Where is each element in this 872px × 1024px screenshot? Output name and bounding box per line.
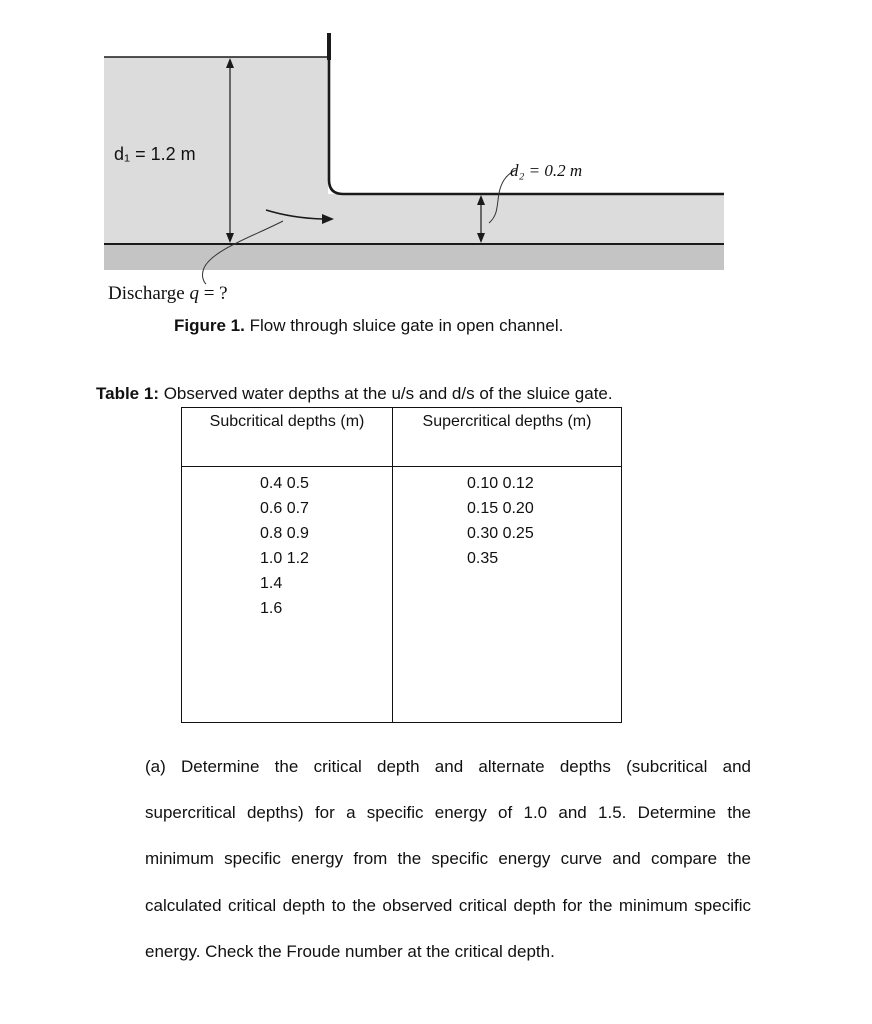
subcritical-value: 0.4 0.5 (260, 475, 309, 492)
question-a (145, 744, 751, 975)
table-caption (96, 384, 613, 404)
table-caption-label: Table 1: (96, 384, 159, 403)
subcritical-value: 1.6 (260, 600, 283, 617)
discharge-label: Discharge q = ? (108, 283, 228, 304)
supercritical-cell (393, 467, 622, 723)
downstream-water (328, 194, 724, 244)
question-text: Determine the critical depth and alternate depths (subcritical and supercritical depths) for a specific energy of 1.0 and 1.5. Determine the minimum specific energy from the specific energy curve and compare the calculated critical depth to the observed critical depth for the minimum specific energy. Check the Froude number at the critical depth. (145, 757, 751, 961)
supercritical-value: 0.10 0.12 (467, 475, 534, 492)
subcritical-cell (182, 467, 393, 723)
d2-label: d₂ = 0.2 m (510, 161, 583, 180)
figure-caption (174, 316, 563, 336)
supercritical-value: 0.30 0.25 (467, 525, 534, 542)
channel-bed (104, 244, 724, 270)
subcritical-header: Subcritical depths (m) (182, 408, 393, 467)
observed-depths-table (181, 407, 622, 723)
supercritical-value: 0.35 (467, 550, 499, 567)
supercritical-header: Supercritical depths (m) (393, 408, 622, 467)
d1-label: d₁ = 1.2 m (114, 144, 196, 164)
figure-caption-label: Figure 1. (174, 316, 245, 335)
subcritical-value: 0.8 0.9 (260, 525, 309, 542)
subcritical-value: 1.4 (260, 575, 283, 592)
figure-caption-text: Flow through sluice gate in open channel. (244, 316, 564, 335)
subcritical-value: 1.0 1.2 (260, 550, 309, 567)
subcritical-value: 0.6 0.7 (260, 500, 309, 517)
table-caption-text: Observed water depths at the u/s and d/s of the sluice gate. (158, 384, 613, 403)
sluice-gate-diagram (0, 0, 872, 290)
supercritical-value: 0.15 0.20 (467, 500, 534, 517)
question-label: (a) (145, 757, 166, 776)
